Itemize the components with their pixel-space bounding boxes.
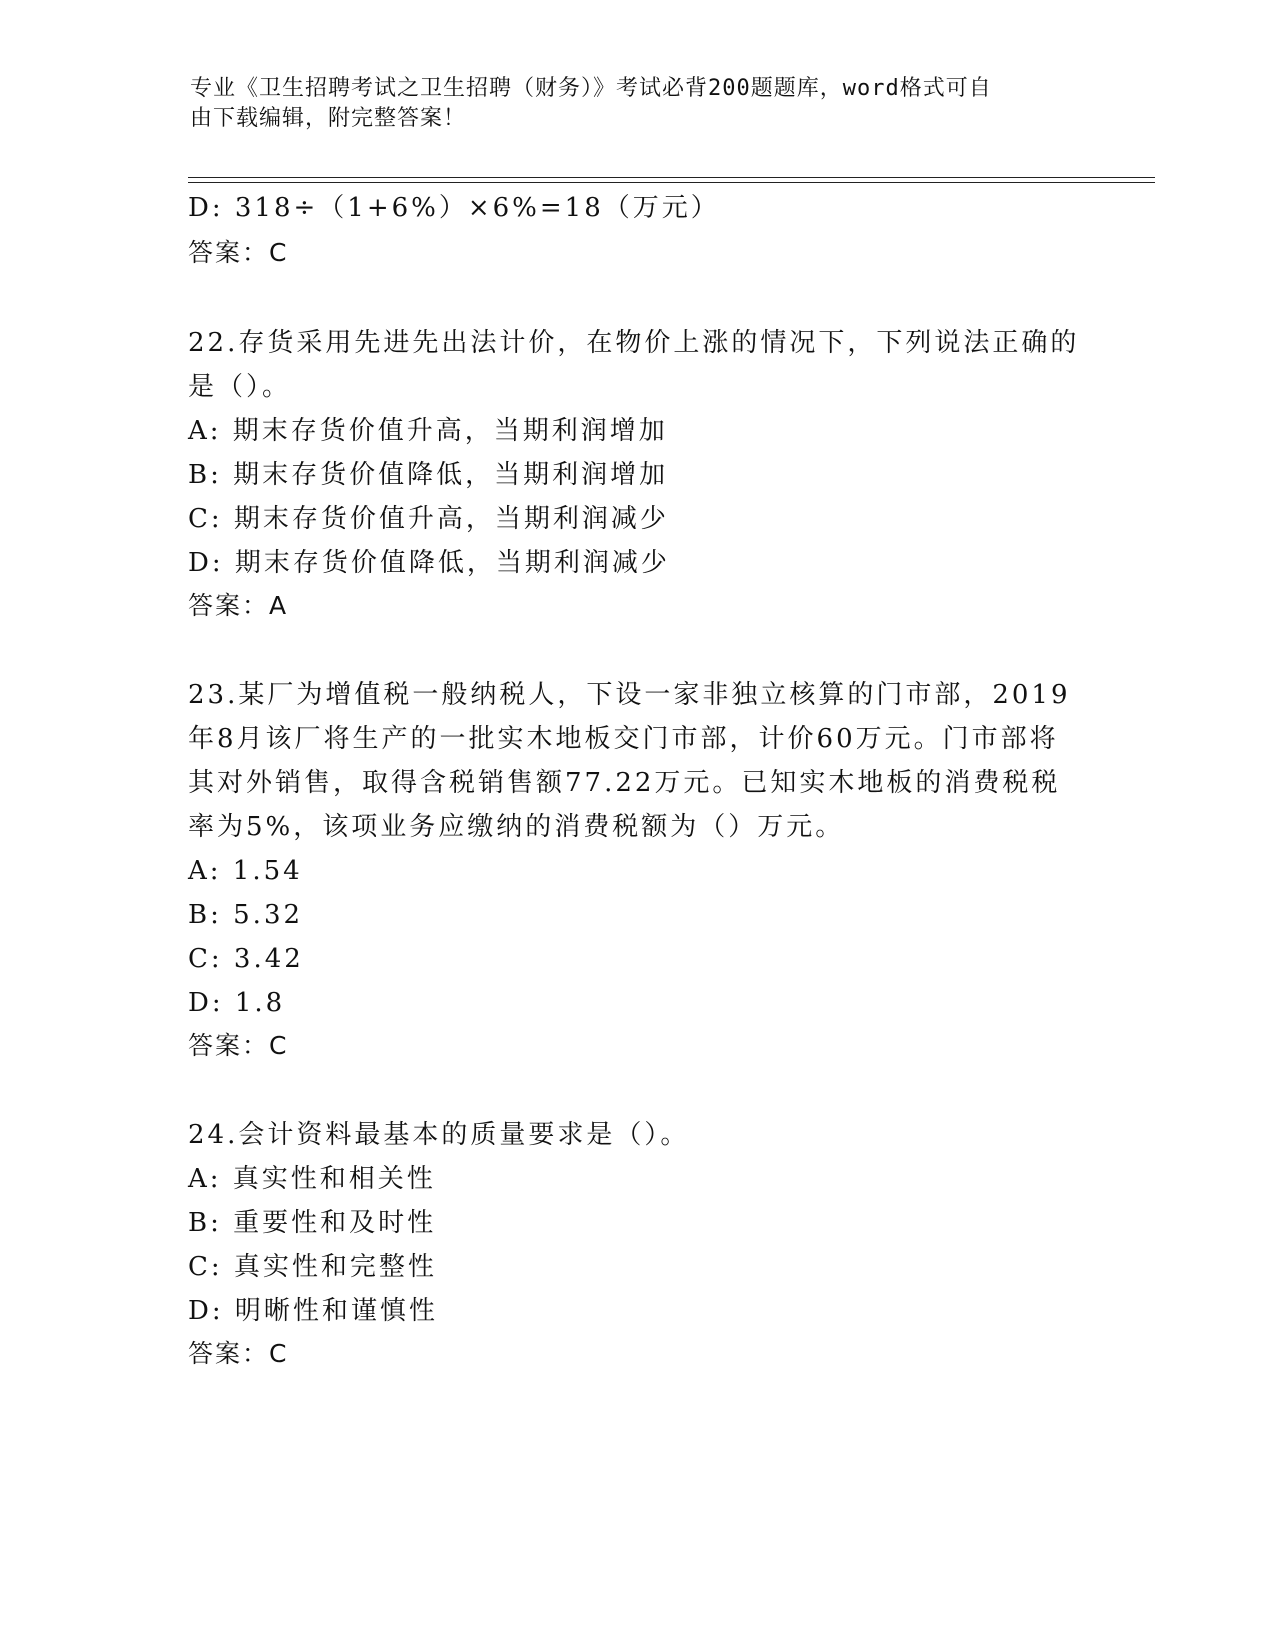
header-line-2: 由下载编辑，附完整答案！ [190,106,467,131]
header-rule-bottom [188,182,1155,183]
q23-stem-line-2: 年8月该厂将生产的一批实木地板交门市部，计价60万元。门市部将 [188,724,1059,754]
q23-option-d: D: 1.8 [188,988,286,1018]
q22-option-d: D: 期末存货价值降低，当期利润减少 [188,548,670,578]
q24-option-d: D: 明晰性和谨慎性 [188,1296,438,1326]
q23-option-c: C: 3.42 [188,944,304,974]
q23-stem-line-1: 23.某厂为增值税一般纳税人，下设一家非独立核算的门市部，2019 [188,680,1071,710]
q24-option-a: A: 真实性和相关性 [188,1164,436,1194]
q24-stem-line-1: 24.会计资料最基本的质量要求是（）。 [188,1120,690,1150]
q22-option-c: C: 期末存货价值升高，当期利润减少 [188,504,669,534]
q22-stem-line-1: 22.存货采用先进先出法计价，在物价上涨的情况下，下列说法正确的 [188,328,1080,358]
q23-option-a: A: 1.54 [188,856,303,886]
q23-stem-line-4: 率为5%，该项业务应缴纳的消费税额为（）万元。 [188,812,845,842]
q22-option-b: B: 期末存货价值降低，当期利润增加 [188,460,669,490]
header-rule-top [188,177,1155,178]
q23-stem-line-3: 其对外销售，取得含税销售额77.22万元。已知实木地板的消费税税 [188,768,1061,798]
q24-option-c: C: 真实性和完整性 [188,1252,437,1282]
q22-option-a: A: 期末存货价值升高，当期利润增加 [188,416,668,446]
prev-answer: 答案：C [188,238,289,267]
header-line-1: 专业《卫生招聘考试之卫生招聘（财务）》考试必背200题题库，word格式可自 [190,76,992,101]
q24-answer: 答案：C [188,1339,289,1368]
document-header [190,74,1090,134]
q23-answer: 答案：C [188,1031,289,1060]
q23-option-b: B: 5.32 [188,900,304,930]
q22-answer: 答案：A [188,591,289,620]
q24-option-b: B: 重要性和及时性 [188,1208,437,1238]
q22-stem-line-2: 是（）。 [188,372,292,402]
prev-option-d: D: 318÷（1+6%）×6%=18（万元） [188,193,720,223]
